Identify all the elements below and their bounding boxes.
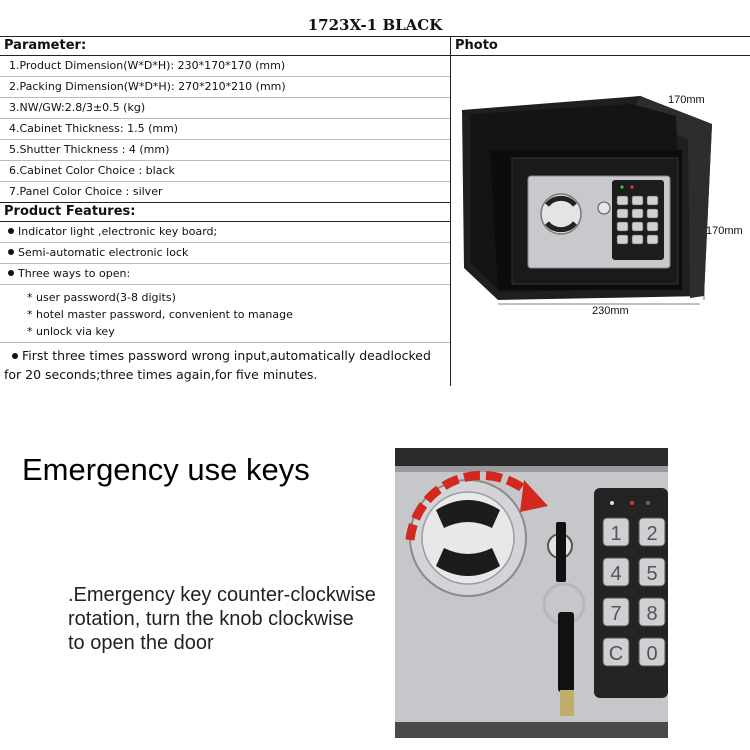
parameter-row: 4.Cabinet Thickness: 1.5 (mm) (0, 119, 450, 140)
feature-text: Three ways to open: (18, 267, 131, 280)
keypad-key: 1 (610, 523, 622, 545)
photo-header: Photo (451, 37, 750, 56)
features-header: Product Features: (0, 203, 450, 222)
keypad-key: 0 (646, 643, 658, 665)
parameter-row: 2.Packing Dimension(W*D*H): 270*210*210 (mm) (0, 77, 450, 98)
feature-text: Semi-automatic electronic lock (18, 246, 189, 259)
width-dimension-label: 230mm (592, 305, 629, 317)
indicator-light-icon (630, 185, 633, 188)
emergency-desc-line: .Emergency key counter-clockwise (68, 584, 376, 606)
open-way-item: * user password(3-8 digits) (27, 291, 176, 304)
emergency-desc-line: to open the door (68, 632, 214, 654)
keypad-key: 4 (610, 563, 622, 585)
keypad-key: C (608, 643, 624, 665)
product-title: 1723X-1 BLACK (0, 14, 750, 37)
keypad-key: 7 (610, 603, 622, 625)
parameter-header: Parameter: (0, 37, 450, 56)
keypad-key: 5 (646, 563, 658, 585)
emergency-desc-line: rotation, turn the knob clockwise (68, 608, 354, 630)
note-line: First three times password wrong input,automatically deadlocked (22, 348, 431, 363)
parameter-row: 3.NW/GW:2.8/3±0.5 (kg) (0, 98, 450, 119)
note-line: for 20 seconds;three times again,for five minutes. (4, 367, 318, 382)
parameter-row: 5.Shutter Thickness : 4 (mm) (0, 140, 450, 161)
depth-dimension-label: 170mm (668, 94, 705, 106)
feature-text: Indicator light ,electronic key board; (18, 225, 218, 238)
open-way-item: * hotel master password, convenient to manage (27, 308, 293, 321)
indicator-light-icon (620, 185, 623, 188)
parameter-row: 1.Product Dimension(W*D*H): 230*170*170 (mm) (0, 56, 450, 77)
emergency-title: Emergency use keys (22, 452, 310, 487)
keypad-key: 2 (646, 523, 658, 545)
parameter-row: 7.Panel Color Choice : silver (0, 182, 450, 203)
open-way-item: * unlock via key (27, 325, 115, 338)
keypad-key: 8 (646, 603, 658, 625)
safe-body (462, 96, 712, 300)
parameter-row: 6.Cabinet Color Choice : black (0, 161, 450, 182)
height-dimension-label: 170mm (706, 225, 743, 237)
closeup-photo (395, 448, 668, 738)
emergency-description (68, 583, 376, 655)
